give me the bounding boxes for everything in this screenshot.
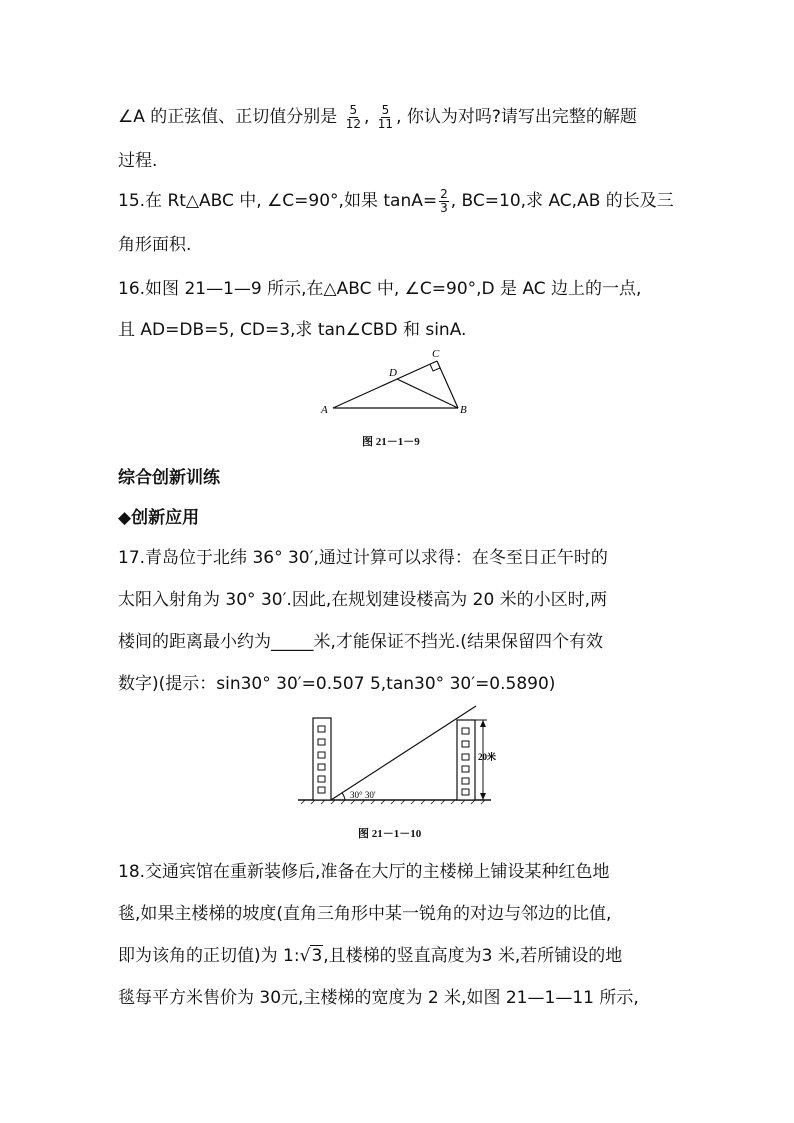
p18-line2: 毯,如果主楼梯的坡度(直角三角形中某一锐角的对边与邻边的比值, (118, 904, 612, 924)
p17-line1: 17.青岛位于北纬 36° 30′,通过计算可以求得：在冬至日正午时的 (118, 548, 608, 568)
p15-line1 (118, 186, 674, 215)
p17-line2: 太阳入射角为 30° 30′.因此,在规划建设楼高为 20 米的小区时,两 (118, 590, 608, 610)
sqrt-symbol: √ (299, 946, 311, 966)
p15-text-pre: 15.在 Rt△ABC 中, ∠C=90°,如果 tanA= (118, 191, 438, 211)
segment-DB (397, 379, 458, 408)
p18-line3 (118, 941, 622, 966)
p18-line3-post: ,且楼梯的竖直高度为3 米,若所铺设的地 (323, 946, 623, 966)
p14-line1 (118, 102, 637, 131)
fraction-5-11: $\frac{5}{11}$ (377, 102, 394, 131)
caption-fig10: 图 21－1－10 (358, 828, 422, 840)
p18-line4: 毯每平方米售价为 30元,主楼梯的宽度为 2 米,如图 21—1—11 所示, (118, 988, 639, 1008)
fraction-5-12: $\frac{5}{12}$ (345, 102, 361, 131)
p14-line2: 过程. (118, 151, 158, 171)
label-C: C (432, 348, 440, 360)
sqrt-radicand: 3 (311, 946, 323, 966)
p15-line2: 角形面积. (118, 235, 192, 255)
p16-line2: 且 AD=DB=5, CD=3,求 tan∠CBD 和 sinA. (118, 320, 467, 340)
p14-sep: , (363, 107, 370, 127)
label-D: D (389, 367, 397, 379)
label-A: A (321, 404, 328, 416)
side-AC (333, 361, 437, 408)
p18-line1: 18.交通宾馆在重新装修后,准备在大厅的主楼梯上铺设某种红色地 (118, 862, 610, 882)
side-CB (437, 361, 458, 408)
sun-ray-line (331, 706, 476, 800)
angle-arc (342, 793, 345, 800)
arrow-up-icon (480, 720, 486, 727)
angle-label: 30° 30′ (350, 790, 376, 800)
height-label: 20米 (478, 752, 497, 762)
fraction-2-3: $\frac{2}{3}$ (440, 186, 448, 215)
p14-text-pre: ∠A 的正弦值、正切值分别是 (118, 107, 338, 127)
p17-line4: 数字)(提示：sin30° 30′=0.507 5,tan30° 30′=0.5890) (118, 674, 556, 694)
left-building (313, 718, 331, 800)
p18-line3-pre: 即为该角的正切值)为 1: (118, 946, 300, 966)
caption-fig9: 图 21－1－9 (362, 436, 420, 448)
section-heading: 综合创新训练 (118, 468, 220, 488)
p16-line1: 16.如图 21—1—9 所示,在△ABC 中, ∠C=90°,D 是 AC 边上的一点, (118, 279, 642, 299)
p15-text-post: , BC=10,求 AC,AB 的长及三 (450, 191, 674, 211)
section-subheading: ◆创新应用 (118, 508, 200, 528)
p14-text-post: , 你认为对吗?请写出完整的解题 (396, 107, 637, 127)
figure-21-1-9 (315, 345, 485, 420)
figure-21-1-10 (293, 700, 523, 810)
label-B: B (460, 404, 467, 416)
p17-line3: 楼间的距离最小约为_____米,才能保证不挡光.(结果保留四个有效 (118, 632, 603, 652)
arrow-down-icon (480, 793, 486, 800)
